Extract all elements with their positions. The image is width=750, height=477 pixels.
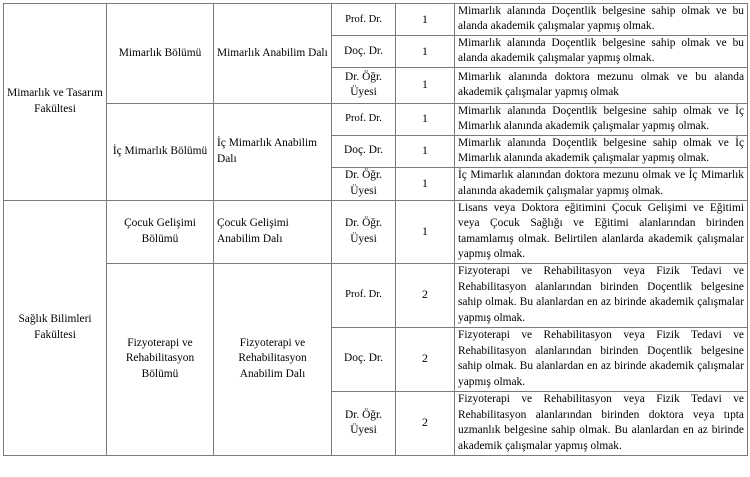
department-cell: Mimarlık Bölümü: [107, 4, 214, 104]
title-cell: Dr. Öğr. Üyesi: [332, 391, 396, 455]
description-cell: Mimarlık alanında doktora mezunu olmak ve bu alanda akademik çalışmalar yapmış olmak: [455, 67, 748, 103]
count-cell: 1: [396, 103, 455, 135]
count-cell: 1: [396, 4, 455, 36]
count-cell: 2: [396, 327, 455, 391]
title-cell: Dr. Öğr. Üyesi: [332, 200, 396, 263]
description-cell: Fizyoterapi ve Rehabilitasyon veya Fizik Tedavi ve Rehabilitasyon alanlarından birinden Doçentlik belgesine sahip olmak. Bu alanlardan en az birinde akademik çalışmalar yapmış olmak.: [455, 327, 748, 391]
title-cell: Prof. Dr.: [332, 4, 396, 36]
table-row: [4, 4, 748, 36]
anabilim-cell: Mimarlık Anabilim Dalı: [214, 4, 332, 104]
count-cell: 1: [396, 35, 455, 67]
title-cell: Dr. Öğr. Üyesi: [332, 67, 396, 103]
department-cell: Fizyoterapi ve Rehabilitasyon Bölümü: [107, 263, 214, 455]
positions-table: [3, 3, 748, 456]
description-cell: İç Mimarlık alanından doktora mezunu olmak ve İç Mimarlık alanında akademik çalışmalar yapmış olmak.: [455, 167, 748, 200]
description-cell: Mimarlık alanında Doçentlik belgesine sahip olmak ve bu alanda akademik çalışmalar yapmış olmak.: [455, 4, 748, 36]
count-cell: 1: [396, 167, 455, 200]
table-row: [4, 200, 748, 263]
title-cell: Doç. Dr.: [332, 327, 396, 391]
anabilim-cell: İç Mimarlık Anabilim Dalı: [214, 103, 332, 200]
description-cell: Fizyoterapi ve Rehabilitasyon veya Fizik Tedavi ve Rehabilitasyon alanlarından birinden doktora veya tıpta uzmanlık belgesine sahip olmak. Bu alanlardan en az birinde akademik çalışmalar yapmış olmak.: [455, 391, 748, 455]
table-row: [4, 103, 748, 135]
faculty-cell: Mimarlık ve Tasarım Fakültesi: [4, 4, 107, 201]
title-cell: Doç. Dr.: [332, 135, 396, 167]
description-cell: Mimarlık alanında Doçentlik belgesine sahip olmak ve İç Mimarlık alanında akademik çalışmalar yapmış olmak.: [455, 103, 748, 135]
title-cell: Prof. Dr.: [332, 263, 396, 327]
table-row: [4, 263, 748, 327]
count-cell: 1: [396, 135, 455, 167]
anabilim-cell: Çocuk Gelişimi Anabilim Dalı: [214, 200, 332, 263]
title-cell: Prof. Dr.: [332, 103, 396, 135]
count-cell: 1: [396, 200, 455, 263]
department-cell: İç Mimarlık Bölümü: [107, 103, 214, 200]
description-cell: Fizyoterapi ve Rehabilitasyon veya Fizik Tedavi ve Rehabilitasyon alanlarından birinden Doçentlik belgesine sahip olmak. Bu alanlardan en az birinde akademik çalışmalar yapmış olmak.: [455, 263, 748, 327]
faculty-cell: Sağlık Bilimleri Fakültesi: [4, 200, 107, 455]
description-cell: Mimarlık alanında Doçentlik belgesine sahip olmak ve İç Mimarlık alanında akademik çalışmalar yapmış olmak.: [455, 135, 748, 167]
count-cell: 2: [396, 263, 455, 327]
description-cell: Lisans veya Doktora eğitimini Çocuk Gelişimi ve Eğitimi veya Çocuk Sağlığı ve Eğitimi alanlarından birinden tamamlamış olmak. Belirtilen alanlarda akademik çalışmalar yapmış olmak.: [455, 200, 748, 263]
anabilim-cell: Fizyoterapi ve Rehabilitasyon Anabilim Dalı: [214, 263, 332, 455]
title-cell: Dr. Öğr. Üyesi: [332, 167, 396, 200]
count-cell: 1: [396, 67, 455, 103]
title-cell: Doç. Dr.: [332, 35, 396, 67]
description-cell: Mimarlık alanında Doçentlik belgesine sahip olmak ve bu alanda akademik çalışmalar yapmış olmak.: [455, 35, 748, 67]
count-cell: 2: [396, 391, 455, 455]
department-cell: Çocuk Gelişimi Bölümü: [107, 200, 214, 263]
